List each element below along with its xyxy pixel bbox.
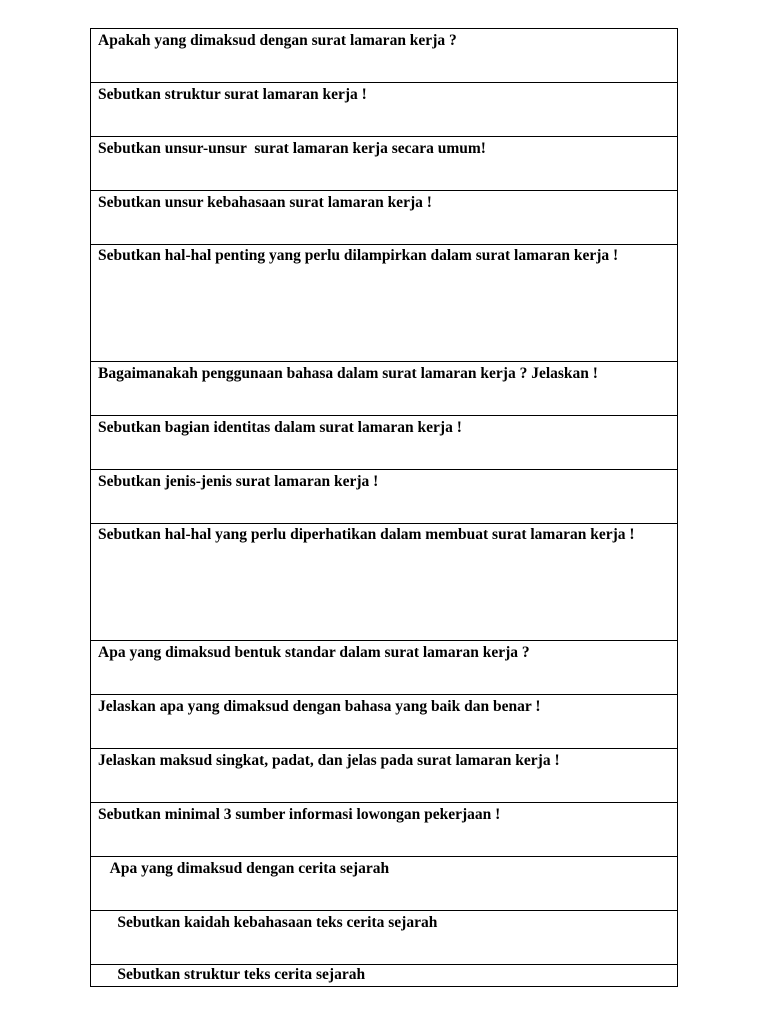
question-cell	[91, 362, 678, 416]
table-row	[91, 857, 678, 911]
table-row	[91, 695, 678, 749]
table-row	[91, 137, 678, 191]
question-cell	[91, 803, 678, 857]
question-cell	[91, 245, 678, 362]
question-cell	[91, 29, 678, 83]
question-text: Sebutkan hal-hal yang perlu diperhatikan dalam membuat surat lamaran kerja !	[98, 526, 635, 543]
question-cell	[91, 137, 678, 191]
question-text: Bagaimanakah penggunaan bahasa dalam surat lamaran kerja ? Jelaskan !	[98, 365, 598, 382]
table-row	[91, 83, 678, 137]
question-text: Sebutkan struktur teks cerita sejarah	[98, 966, 366, 983]
table-row	[91, 911, 678, 965]
question-cell	[91, 416, 678, 470]
question-text: Sebutkan unsur-unsur surat lamaran kerja secara umum!	[98, 140, 486, 157]
question-text: Jelaskan maksud singkat, padat, dan jelas pada surat lamaran kerja !	[98, 752, 560, 769]
question-text: Sebutkan kaidah kebahasaan teks cerita sejarah	[98, 914, 438, 931]
question-text: Sebutkan bagian identitas dalam surat lamaran kerja !	[98, 419, 462, 436]
question-text: Apa yang dimaksud bentuk standar dalam surat lamaran kerja ?	[98, 644, 530, 661]
question-cell	[91, 965, 678, 987]
table-row	[91, 524, 678, 641]
question-cell	[91, 83, 678, 137]
question-cell	[91, 524, 678, 641]
question-cell	[91, 857, 678, 911]
question-text: Sebutkan jenis-jenis surat lamaran kerja !	[98, 473, 379, 490]
question-text: Sebutkan hal-hal penting yang perlu dilampirkan dalam surat lamaran kerja !	[98, 247, 619, 264]
question-text: Apakah yang dimaksud dengan surat lamaran kerja ?	[98, 32, 457, 49]
question-text: Sebutkan struktur surat lamaran kerja !	[98, 86, 367, 103]
table-row	[91, 29, 678, 83]
question-cell	[91, 911, 678, 965]
question-cell	[91, 695, 678, 749]
question-cell	[91, 641, 678, 695]
question-text: Sebutkan unsur kebahasaan surat lamaran kerja !	[98, 194, 432, 211]
table-row	[91, 416, 678, 470]
table-row	[91, 245, 678, 362]
table-row	[91, 362, 678, 416]
table-row	[91, 965, 678, 987]
question-text: Jelaskan apa yang dimaksud dengan bahasa yang baik dan benar !	[98, 698, 541, 715]
table-row	[91, 749, 678, 803]
table-row	[91, 641, 678, 695]
question-table	[90, 28, 678, 987]
question-table-body	[91, 29, 678, 987]
question-text: Apa yang dimaksud dengan cerita sejarah	[98, 860, 390, 877]
question-cell	[91, 749, 678, 803]
table-row	[91, 803, 678, 857]
question-text: Sebutkan minimal 3 sumber informasi lowongan pekerjaan !	[98, 806, 501, 823]
